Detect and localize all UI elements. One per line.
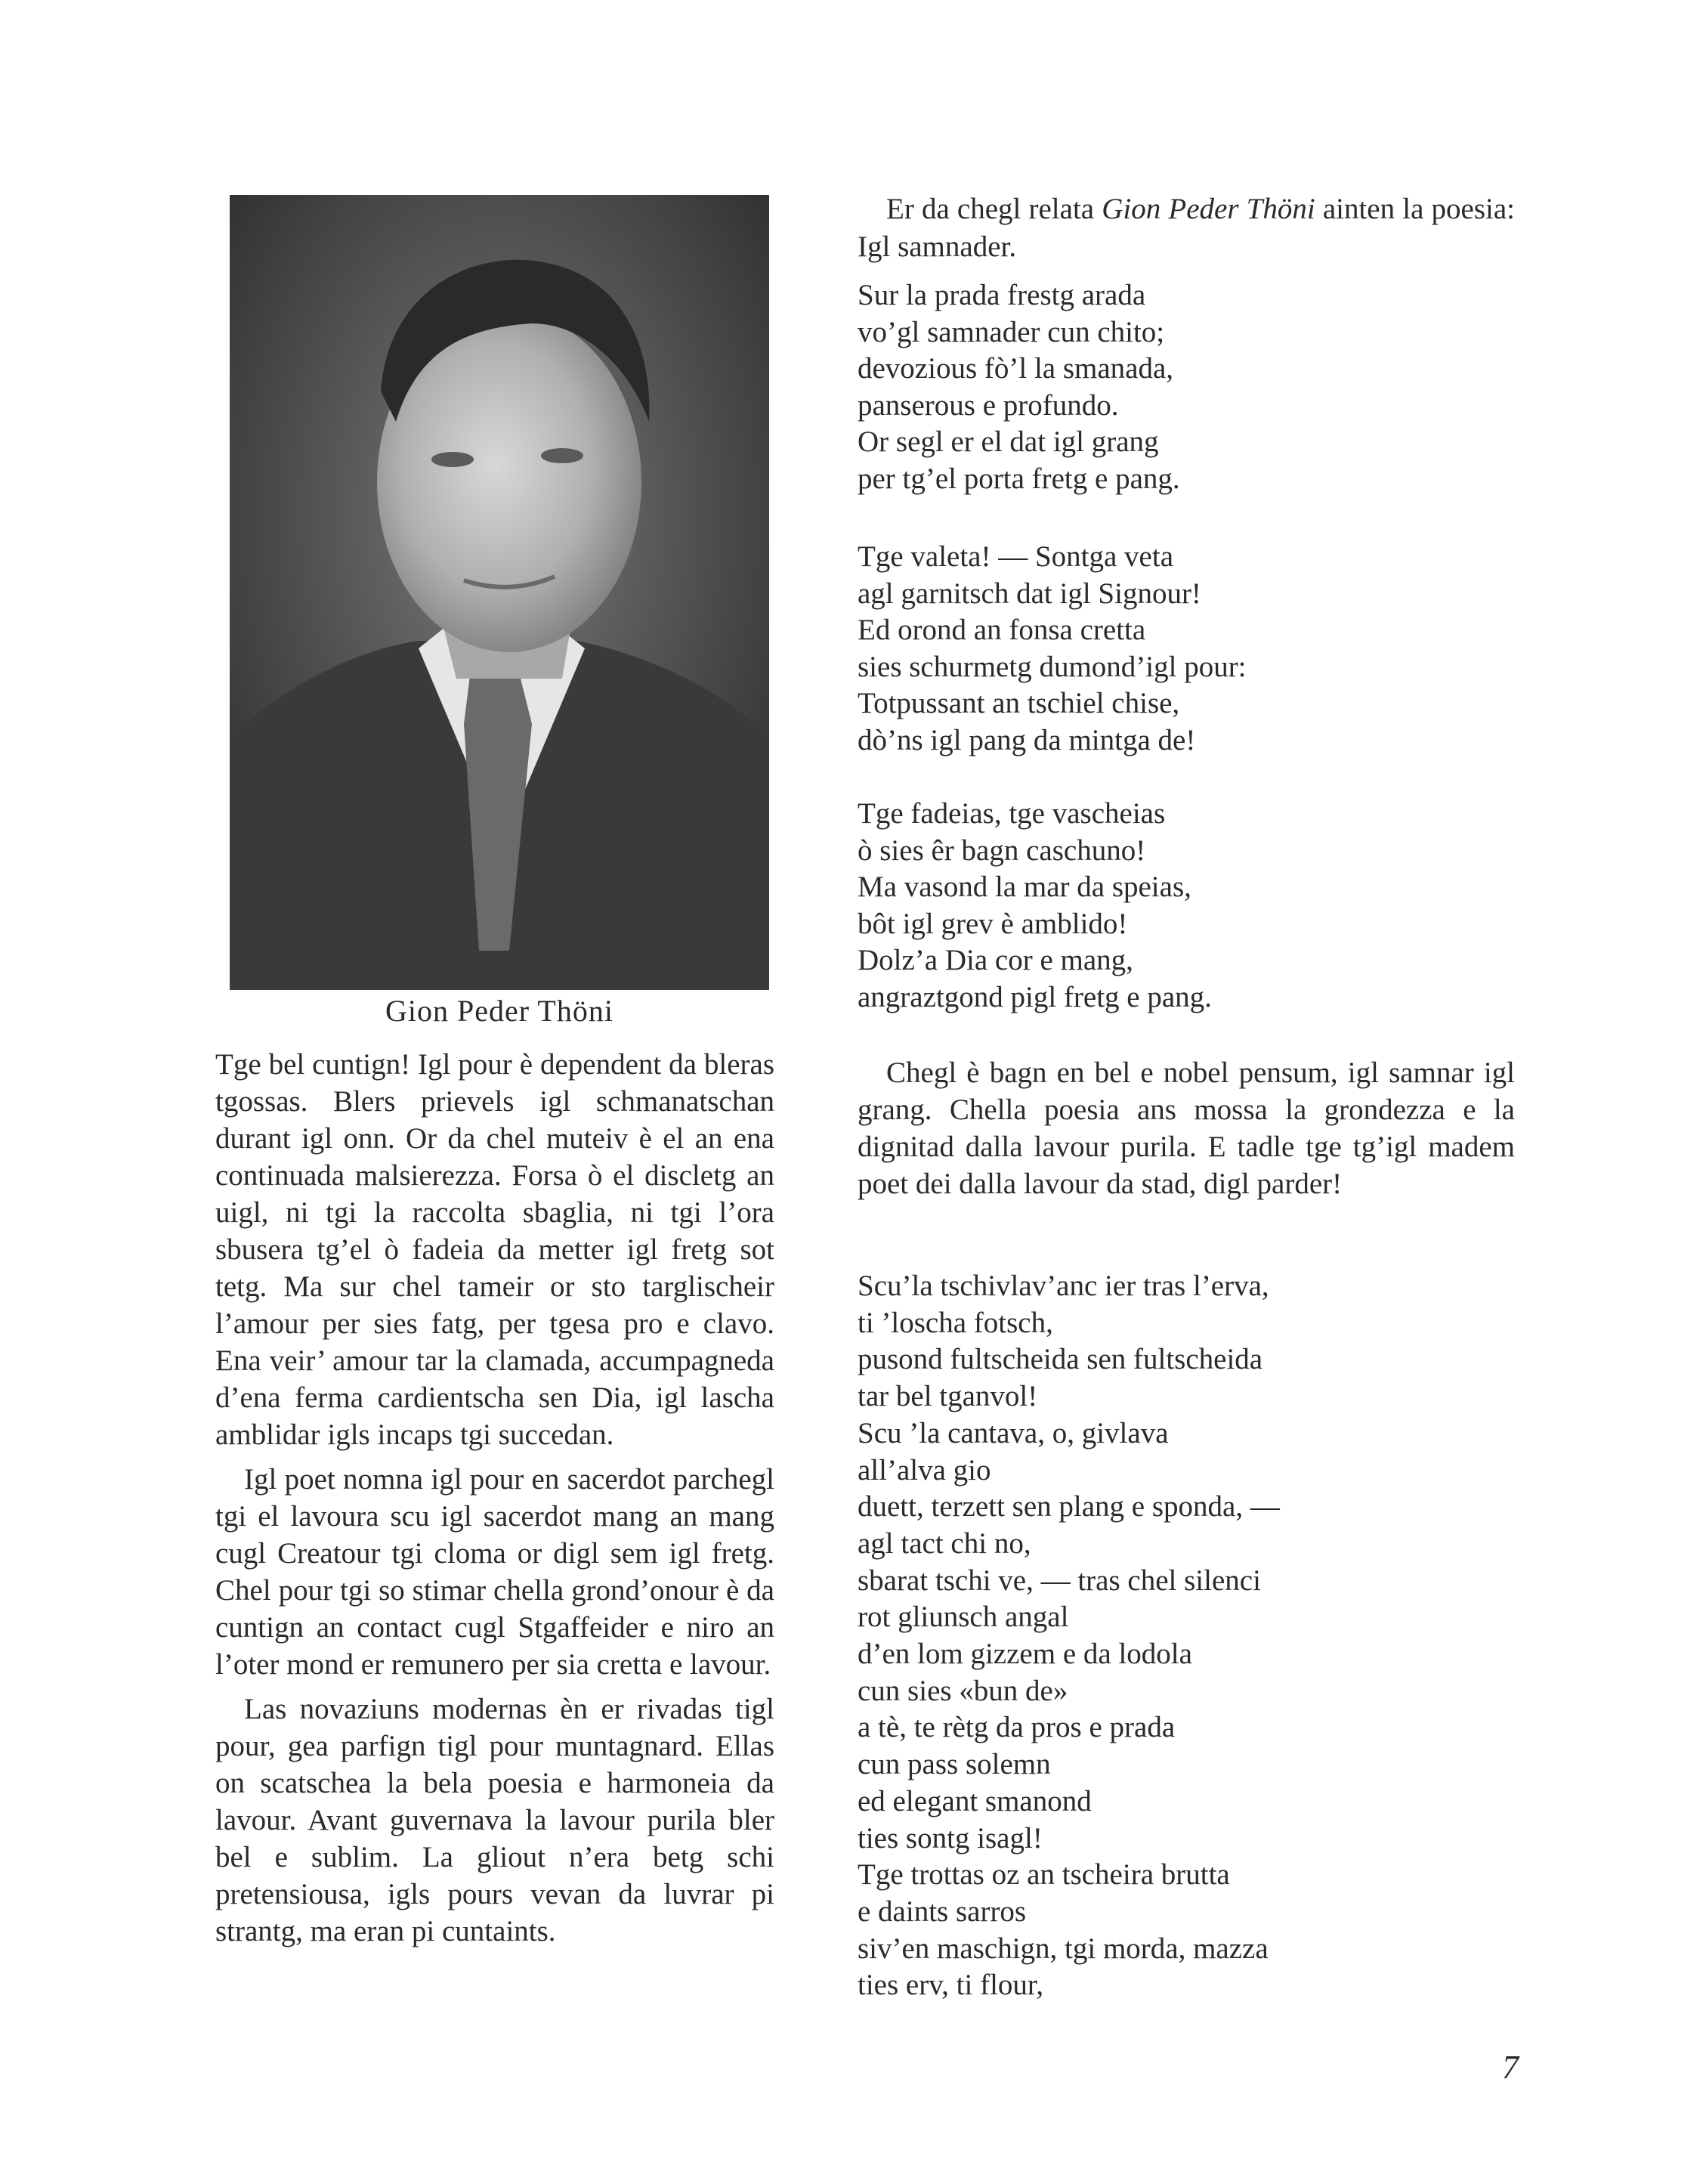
poem-line: cun sies «bun de» bbox=[858, 1674, 1068, 1707]
poem-line: ti ’loscha fotsch, bbox=[858, 1306, 1053, 1339]
poem-line: panserous e profundo. bbox=[858, 388, 1119, 422]
poem-second bbox=[858, 1268, 1515, 2004]
poem-line: Tge trottas oz an tscheira brutta bbox=[858, 1858, 1230, 1892]
paragraph: Las novaziuns modernas èn er rivadas tigl pour, gea parfign tigl pour muntagnard. Ellas on scatschea la bela poesia e harmoneia da lavour. Avant guvernava la lavour purila bler bel e sublim. La gliout n’era betg schi pretensiousa, igls pours vevan da luvrar pi strantg, ma eran pi cuntaints. bbox=[215, 1693, 774, 1947]
poem-line: per tg’el porta fretg e pang. bbox=[858, 462, 1180, 495]
poem-line: ed elegant smanond bbox=[858, 1784, 1092, 1817]
intro-text-after: ainten la poesia: Igl samnader. bbox=[858, 193, 1515, 263]
poem-line: Scu ’la cantava, o, givlava bbox=[858, 1416, 1169, 1449]
left-column-text bbox=[215, 1046, 774, 1950]
poem-line: e daints sarros bbox=[858, 1895, 1027, 1928]
poem-stanza-2 bbox=[858, 539, 1515, 759]
poem-line: agl garnitsch dat igl Signour! bbox=[858, 577, 1201, 610]
poem-line: d’en lom gizzem e da lodola bbox=[858, 1638, 1192, 1671]
poem-line: Totpussant an tschiel chise, bbox=[858, 687, 1180, 719]
poem-line: cun pass solemn bbox=[858, 1748, 1051, 1781]
photo-caption: Gion Peder Thöni bbox=[385, 994, 613, 1028]
right-column-paragraph bbox=[858, 1054, 1515, 1202]
poem-line: all’alva gio bbox=[858, 1453, 991, 1486]
poem-line: pusond fultscheida sen fultscheida bbox=[858, 1343, 1263, 1376]
poem-line: tar bel tganvol! bbox=[858, 1380, 1038, 1413]
poem-line: vo’gl samnader cun chito; bbox=[858, 315, 1165, 348]
poem-line: Scu’la tschivlav’anc ier tras l’erva, bbox=[858, 1270, 1269, 1302]
poem-stanza-1 bbox=[858, 277, 1515, 497]
poem-stanza-3 bbox=[858, 796, 1515, 1016]
poem-line: Or segl er el dat igl grang bbox=[858, 425, 1159, 458]
page-number: 7 bbox=[1502, 2049, 1519, 2086]
poem-line: angraztgond pigl fretg e pang. bbox=[858, 980, 1212, 1013]
poem-line: Dolz’a Dia cor e mang, bbox=[858, 944, 1133, 976]
poem-line: devozious fò’l la smanada, bbox=[858, 352, 1174, 385]
poem-line: ties sontg isagl! bbox=[858, 1821, 1043, 1855]
paragraph: Chegl è bagn en bel e nobel pensum, igl samnar igl grang. Chella poesia ans mossa la grondezza e la dignitad dalla lavour purila. E tadle tge tg’igl madem poet dei dalla lavour da stad, digl parder! bbox=[858, 1056, 1515, 1200]
poem-line: bôt igl grev è amblido! bbox=[858, 907, 1128, 940]
paragraph: Igl poet nomna igl pour en sacerdot parchegl tgi el lavoura scu igl sacerdot mang an mang cugl Creatour tgi cloma or digl sem igl fretg. Chel pour tgi so stimar chella grond’onour è da cuntign an contact cugl Stgaffeider e niro an l’oter mond er remunero per sia cretta e lavour. bbox=[215, 1463, 774, 1681]
poem-line: sies schurmetg dumond’igl pour: bbox=[858, 650, 1247, 683]
poem-intro bbox=[858, 190, 1515, 266]
portrait-photo bbox=[230, 195, 769, 990]
poem-line: ò sies êr bagn caschuno! bbox=[858, 834, 1146, 867]
poem-line: ties erv, ti flour, bbox=[858, 1969, 1044, 2002]
poem-line: sbarat tschi ve, — tras chel silenci bbox=[858, 1564, 1261, 1597]
poem-line: Ma vasond la mar da speias, bbox=[858, 871, 1191, 903]
paragraph: Tge bel cuntign! Igl pour è dependent da bleras tgossas. Blers prievels igl schmanatschan durant igl onn. Or da chel muteiv è el an ena continuada malsierezza. Forsa ò el discletg an uigl, ni tgi la raccolta sbaglia, ni tgi l’ora sbusera tg’el ò fadeia da metter igl fretg sot tetg. Ma sur chel tameir or sto targlischeir l’amour per sies fatg, per tgesa pro e clavo. Ena veir’ amour tar la clamada, accumpagneda d’ena ferma cardientscha sen Dia, igl lascha amblidar igls incaps tgi succedan. bbox=[215, 1048, 774, 1451]
poem-line: agl tact chi no, bbox=[858, 1527, 1031, 1560]
poem-line: Tge fadeias, tge vascheias bbox=[858, 797, 1166, 830]
portrait-image bbox=[230, 195, 769, 990]
poem-line: siv’en maschign, tgi morda, mazza bbox=[858, 1932, 1269, 1965]
poem-line: duett, terzett sen plang e sponda, — bbox=[858, 1490, 1280, 1524]
poem-line: rot gliunsch angal bbox=[858, 1601, 1069, 1634]
author-name: Gion Peder Thöni bbox=[1102, 193, 1315, 225]
poem-line: dò’ns igl pang da mintga de! bbox=[858, 723, 1196, 756]
poem-line: Ed orond an fonsa cretta bbox=[858, 614, 1146, 646]
intro-text-before: Er da chegl relata bbox=[886, 193, 1102, 225]
poem-line: Sur la prada frestg arada bbox=[858, 279, 1146, 311]
poem-line: a tè, te rètg da pros e prada bbox=[858, 1711, 1176, 1744]
poem-line: Tge valeta! — Sontga veta bbox=[858, 540, 1174, 573]
